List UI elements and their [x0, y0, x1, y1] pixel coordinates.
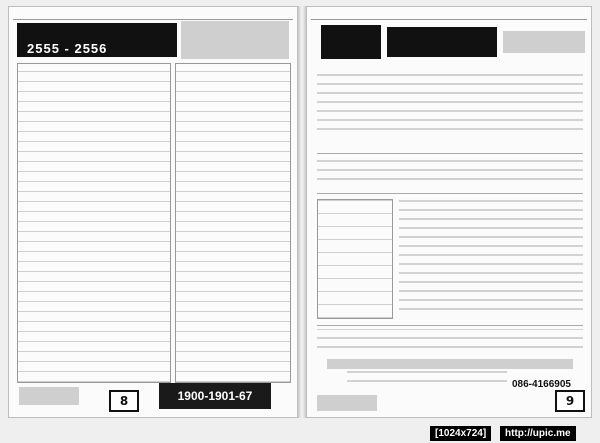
right-formula-text	[317, 157, 583, 187]
right-header-author	[503, 31, 585, 53]
book-gutter	[298, 6, 306, 418]
left-page	[8, 6, 298, 418]
right-explanation-text	[399, 199, 583, 317]
contact-phone: 086-4166905	[512, 379, 571, 390]
left-footer-logo	[19, 387, 79, 405]
left-results-table	[17, 63, 171, 383]
image-size-banner: [1024x724]	[430, 426, 491, 441]
right-note-text	[317, 329, 583, 355]
right-divider-2	[317, 193, 583, 194]
right-page	[306, 6, 592, 418]
left-top-strip	[13, 9, 293, 20]
right-intro-text	[317, 67, 583, 137]
right-header-emblem	[321, 25, 381, 59]
right-number-list	[317, 199, 393, 319]
right-top-strip	[311, 9, 587, 20]
right-footer-logo	[317, 395, 377, 411]
left-dates-table-rows	[176, 64, 290, 382]
right-number-list-rows	[318, 200, 392, 318]
right-page-number: 9	[555, 390, 585, 412]
right-divider-3	[317, 325, 583, 326]
left-logo	[181, 21, 289, 59]
left-header-banner	[17, 23, 177, 57]
left-results-table-rows	[18, 64, 170, 382]
left-dates-table	[175, 63, 291, 383]
right-contact-text	[347, 371, 507, 389]
year-range: 2555 - 2556	[27, 41, 108, 56]
right-slogan-bar	[327, 359, 573, 369]
upic-url-banner: http://upic.me	[500, 426, 576, 441]
left-page-number: 8	[109, 390, 139, 412]
right-divider-1	[317, 153, 583, 154]
phone-box: 1900-1901-67	[159, 383, 271, 409]
right-header-title	[387, 27, 497, 57]
